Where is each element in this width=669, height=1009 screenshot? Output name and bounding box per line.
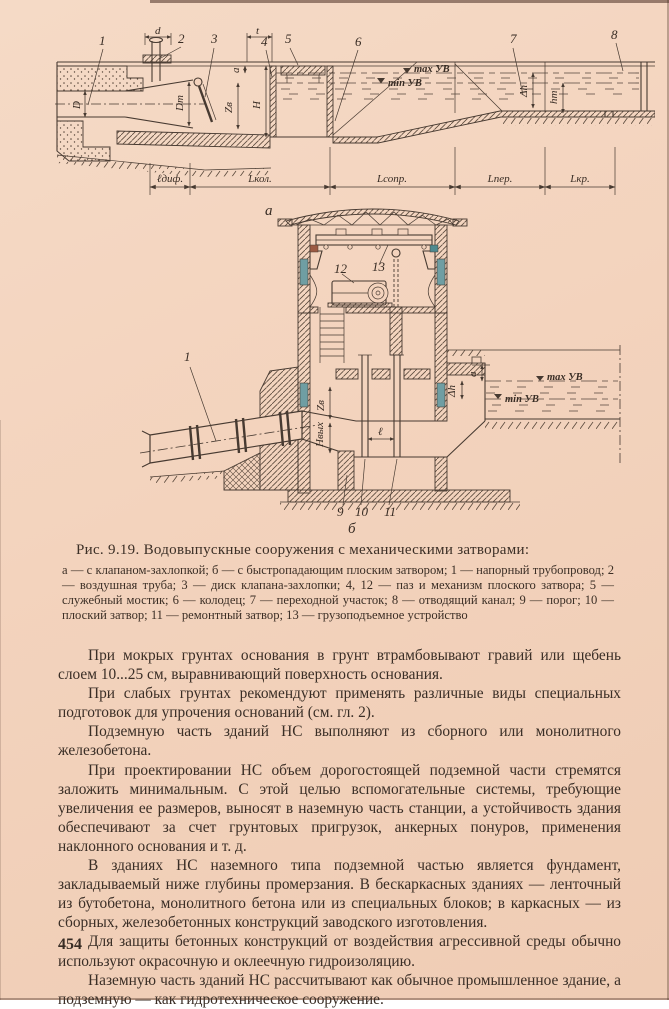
paragraph: Подземную часть зданий НС выполняют из сборного или монолитного железобетона. xyxy=(58,723,621,760)
dim-lkol: Lкол. xyxy=(248,173,272,185)
transition-and-canal xyxy=(455,62,647,117)
gate-hoist-machine xyxy=(328,281,392,307)
diagram-a-letter: а xyxy=(265,203,273,219)
dim-H: H xyxy=(251,101,263,109)
paragraph: При слабых грунтах рекомендуют применять различные виды специальных подготовок для упрочения оснований (см. гл. 2). xyxy=(58,685,621,722)
callout-8: 8 xyxy=(611,27,618,42)
diagram-b-letter: б xyxy=(348,521,356,537)
callout-9: 9 xyxy=(337,504,344,519)
min-level-label: min УВ xyxy=(388,78,422,89)
dim-a: a xyxy=(467,371,479,377)
callout-4: 4 xyxy=(261,34,268,49)
window xyxy=(300,383,308,407)
dim-l: ℓ xyxy=(378,426,383,438)
callout-7: 7 xyxy=(510,31,517,46)
paragraph: При мокрых грунтах основания в грунт втрамбовывают гравий или щебень слоем 10...25 см, выравнивающий поверхность основания. xyxy=(58,647,621,684)
dim-dh: Δh xyxy=(518,85,530,97)
dim-dh: Δh xyxy=(446,385,458,397)
dim-Hvyh: Hвых xyxy=(314,421,326,447)
dim-D: D xyxy=(71,101,83,109)
dim-Zv: Zв xyxy=(315,400,327,411)
dim-Dt: Dт xyxy=(174,95,186,111)
page-edge-top xyxy=(150,0,669,3)
body-text xyxy=(58,646,621,1009)
dim-lper: Lпер. xyxy=(487,173,513,185)
page-number: 454 xyxy=(58,936,82,953)
window xyxy=(437,383,445,407)
callout-5: 5 xyxy=(285,31,292,46)
outlet-channel xyxy=(447,345,620,463)
min-level-label: min УВ xyxy=(505,394,539,405)
hoist-chain xyxy=(394,259,398,307)
dim-Zv: Zв xyxy=(223,102,235,113)
paragraph: При проектировании НС объем дорогостоящей подземной части стремятся заложить минимальным. С этой целью вспомогательные системы, требующие увеличения ее размеров, выносят в наземную часть станции, а устойчивость здания обеспечивают за счет грунтовых пригрузок, анкерных понуров, применения наклонного основания и т. д. xyxy=(58,761,621,855)
paragraph: Для защиты бетонных конструкций от воздействия агрессивной среды обычно используют окрасочную и оклеечную гидроизоляцию. xyxy=(58,933,621,970)
callout-1: 1 xyxy=(99,33,106,48)
bottom-slab xyxy=(288,490,510,502)
ground xyxy=(280,502,520,511)
callout-3: 3 xyxy=(211,31,218,46)
repair-gate xyxy=(390,355,404,457)
dim-ht: hт xyxy=(548,90,560,104)
dim-d: d xyxy=(155,25,161,37)
figure-caption-legend: а — с клапаном-захлопкой; б — с быстропадающим плоским затвором; 1 — напорный трубопровод; 2 — воздушная труба; 3 — диск клапана-захлопки; 4, 12 — паз и механизм плоского затвора; 5 — служебный мостик; 6 — колодец; 7 — переходной участок; 8 — отводящий канал; 9 — порог; 10 — плоский затвор; 11 — ремонтный затвор; 13 — грузоподъемное устройство xyxy=(62,563,614,623)
callout-2: 2 xyxy=(178,31,185,46)
callout-1: 1 xyxy=(184,349,191,364)
dim-t: t xyxy=(256,25,260,37)
pressure-pipeline xyxy=(140,367,318,490)
service-bridge xyxy=(281,66,325,83)
callout-10: 10 xyxy=(355,504,368,519)
floor-and-ladder xyxy=(310,307,435,363)
window xyxy=(437,259,445,285)
callout-11: 11 xyxy=(384,504,397,519)
max-level-mark xyxy=(536,376,544,381)
dim-lkr: Lкр. xyxy=(570,173,590,185)
callout-6: 6 xyxy=(355,34,362,49)
callout-13: 13 xyxy=(372,259,385,274)
diagram-b-gate-section xyxy=(140,195,669,540)
flat-gate xyxy=(358,355,372,457)
figure-caption xyxy=(62,542,614,623)
paragraph: В зданиях НС наземного типа подземной частью является фундамент, закладываемый ниже глубины промерзания. В бескаркасных зданиях — ленточный из бутобетона, монолитного бетона или из специальных блоков; в каркасных — из сборных, железобетонных конструкций заводского изготовления. xyxy=(58,857,621,932)
dim-a: a xyxy=(230,67,242,73)
min-level-mark xyxy=(494,394,502,399)
callouts xyxy=(88,27,623,121)
callout-12: 12 xyxy=(334,261,347,276)
crane-bracket xyxy=(430,245,438,252)
diagram-a-flap-valve-section xyxy=(55,25,655,223)
crane-bracket xyxy=(310,245,318,252)
flap-valve-disk xyxy=(194,78,216,122)
figure-caption-title: Рис. 9.19. Водовыпускные сооружения с механическими затворами: xyxy=(76,542,530,558)
max-level-label: max УВ xyxy=(414,64,450,75)
hoist-pulley xyxy=(392,249,400,257)
window xyxy=(300,259,308,285)
dim-ldif: ℓдиф. xyxy=(156,173,184,185)
paragraph: Наземную часть зданий НС рассчитывают как обычное промышленное здание, а подземную — как гидротехническое сооружение. xyxy=(58,971,621,1008)
max-level-label: max УВ xyxy=(547,372,583,383)
page-edge-left xyxy=(0,420,1,1000)
dim-lsopr: Lсопр. xyxy=(377,173,407,185)
suspended-gate xyxy=(390,307,402,355)
air-pipe xyxy=(143,38,171,83)
